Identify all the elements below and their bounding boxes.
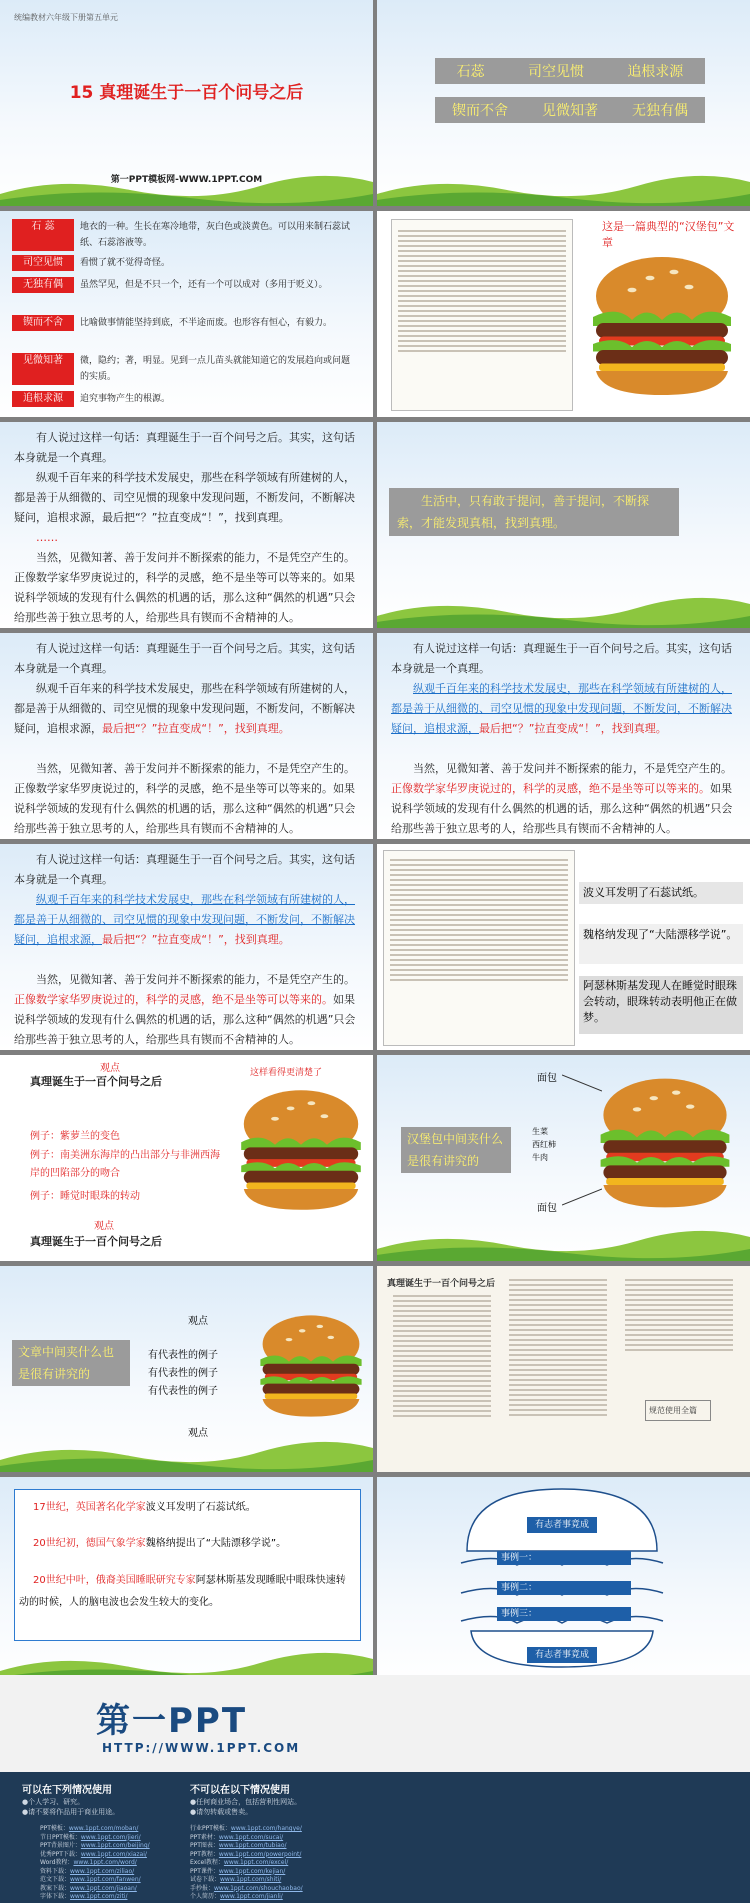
link-row[interactable]: [40, 1825, 150, 1834]
link-url[interactable]: www.1ppt.com/fanwen/: [70, 1876, 141, 1883]
burger-question-box: 汉堡包中间夹什么是很有讲究的: [401, 1127, 511, 1173]
p2-ending-highlight: 最后把“？”拉直变成“！”，找到真理。: [102, 722, 290, 735]
link-label: PPT课件：: [190, 1867, 219, 1875]
allowed-list: [22, 1797, 119, 1817]
term-tag: 锲而不舍: [12, 315, 74, 331]
link-url[interactable]: www.1ppt.com/moban/: [68, 1825, 139, 1832]
allowed-item: ●请不要将作品用于商业用途。: [22, 1808, 120, 1816]
p2-text: 纵观千百年来的科学技术发展史，那些在科学领域有所建树的人，都是善于从细微的、司空见惯的现象中发现问题，不断发问，不断解决疑问，追根求源，: [14, 471, 355, 524]
p3-a: 当然，见微知著、善于发问并不断探索的能力，不是凭空产生的。: [36, 762, 355, 775]
p3-b: 正像数学家华罗庚说过的，科学的灵感，绝不是坐等可以等来的。: [14, 782, 333, 795]
link-url[interactable]: www.1ppt.com/tubiao/: [218, 1842, 287, 1849]
term-definition: 地衣的一种。生长在寒冷地带，灰白色或淡黄色。可以用来制石蕊试纸、石蕊溶液等。: [80, 222, 351, 248]
vocab-word: 追根求源: [627, 64, 684, 80]
example-slot-2: 事例二：: [497, 1581, 631, 1595]
p3-a: 当然，见微知著、善于发问并不断探索的能力，不是凭空产生的。: [36, 973, 355, 986]
forbidden-item: ●任何商业场合，包括营利性网站。: [190, 1798, 302, 1806]
hamburger-image: [256, 1296, 366, 1436]
term-tag: 见微知著: [12, 353, 74, 385]
forbidden-item: ●请勿转载或售卖。: [190, 1808, 253, 1816]
paragraph-2: [14, 468, 359, 528]
link-label: 资料下载：: [40, 1867, 71, 1875]
link-label: PPT图表：: [190, 1842, 219, 1849]
term-tag: 司空见惯: [12, 255, 74, 271]
term-definition: 虽然罕见，但是不只一个，还有一个可以成对（多用于贬义）。: [80, 280, 328, 290]
link-label: 节日PPT模板：: [40, 1833, 81, 1841]
paragraph-1: 有人说过这样一句话：真理诞生于一百个问号之后。其实，这句话本身就是一个真理。: [391, 642, 732, 675]
link-url[interactable]: www.1ppt.com/hangye/: [230, 1825, 302, 1832]
slide-text-1: [0, 422, 373, 628]
link-label: 教案下载：: [40, 1884, 71, 1892]
history-line-3: [19, 1570, 349, 1614]
vocab-row-1: [435, 58, 705, 84]
p3-b-highlight: 正像数学家华罗庚说过的，科学的灵感，绝不是坐等可以等来的。: [14, 993, 333, 1006]
stamp-box: 规范使用全篇: [645, 1400, 711, 1421]
paragraph-1: 有人说过这样一句话：真理诞生于一百个问号之后。其实，这句话本身就是一个真理。: [14, 853, 355, 886]
link-row[interactable]: [190, 1834, 303, 1843]
grass-decoration: [0, 1438, 373, 1472]
hamburger-image: [595, 1073, 735, 1213]
link-label: 个人简历：: [190, 1893, 221, 1900]
history-lead: 17世纪，英国著名化学家: [33, 1502, 146, 1513]
slide-history-examples: [0, 1477, 373, 1683]
allowed-item: ●个人学习、研究。: [22, 1798, 85, 1806]
history-box: [14, 1489, 361, 1641]
p2-ending-highlight: 最后把“？”拉直变成“！”，找到真理。: [479, 722, 667, 735]
paragraph-3: [391, 759, 736, 839]
link-url[interactable]: www.1ppt.com/beijing/: [80, 1842, 150, 1849]
example-2: 例子：南美洲东海岸的凸出部分与非洲西海岸的凹陷部分的吻合: [30, 1150, 220, 1179]
link-url[interactable]: www.1ppt.com/word/: [73, 1859, 137, 1866]
term-definition: 看惯了就不觉得奇怪。: [80, 258, 171, 268]
link-label: 范文下载：: [40, 1876, 71, 1883]
link-label: PPT教程：: [190, 1850, 219, 1858]
slide-vocab: [377, 0, 750, 206]
paragraph-3: [14, 759, 359, 839]
slide-structure: [0, 1055, 373, 1261]
history-lead: 20世纪中叶，俄裔美国睡眠研究专家: [33, 1575, 196, 1586]
forbidden-list: [190, 1797, 301, 1817]
viewpoint-label-2: 观点: [188, 1428, 208, 1439]
viewpoint-label: 观点: [100, 1063, 120, 1074]
history-line-1: [33, 1498, 256, 1513]
link-row[interactable]: [40, 1834, 150, 1843]
unit-header: 统编教材六年级下册第五单元: [14, 13, 118, 22]
link-url[interactable]: www.1ppt.com/sucai/: [218, 1833, 284, 1841]
link-row[interactable]: [40, 1859, 150, 1868]
footer-logo-area: [0, 1675, 750, 1772]
footer-panel: [0, 1675, 750, 1903]
p3-b-highlight: 正像数学家华罗庚说过的，科学的灵感，绝不是坐等可以等来的。: [391, 782, 710, 795]
filling-label: 生菜 西红柿 牛肉: [532, 1127, 556, 1162]
link-row[interactable]: [190, 1885, 303, 1894]
pointer-lines: [562, 1071, 602, 1221]
history-lead: 20世纪初，德国气象学家: [33, 1538, 146, 1549]
forbidden-title: 不可以在以下情况使用: [190, 1785, 290, 1796]
example-label: 有代表性的例子: [148, 1368, 218, 1379]
link-label: 手抄报：: [190, 1884, 215, 1892]
link-label: PPT素材：: [190, 1833, 219, 1841]
slide-burger-layers: [377, 1055, 750, 1261]
p2-text-highlight: 纵观千百年来的科学技术发展史，那些在科学领域有所建树的人，都是善于从细微的、司空见惯的现象中发现问题，不断发问，不断解决疑问，追根求源，: [14, 893, 355, 946]
article-column-1: [387, 1292, 497, 1462]
slide-hamburger-article: [377, 211, 750, 417]
grass-decoration: [377, 594, 750, 628]
viewpoint-label-2: 观点: [94, 1221, 114, 1232]
article-scan: [383, 850, 575, 1046]
link-label: PPT背景图片：: [40, 1842, 81, 1849]
hamburger-label: 这是一篇典型的“汉堡包”文章: [602, 220, 735, 249]
slide-article-structure: [0, 1266, 373, 1472]
term-tag: 无独有偶: [12, 277, 74, 293]
slide-definitions: [0, 211, 373, 417]
slide-text-4: [0, 844, 373, 1050]
link-row[interactable]: [190, 1868, 303, 1877]
paragraph-3: [14, 970, 359, 1050]
hamburger-image: [587, 251, 737, 401]
grass-decoration: [377, 1227, 750, 1261]
logo-url: HTTP://WWW.1PPT.COM: [102, 1741, 301, 1755]
vocab-row-2: [435, 97, 705, 123]
article-column-2: [503, 1276, 613, 1466]
example-label: 有代表性的例子: [148, 1386, 218, 1397]
vocab-word: 见微知著: [542, 103, 598, 119]
term-definition: 比喻做事情能坚持到底，不半途而废。也形容有恒心，有毅力。: [80, 318, 333, 328]
link-label: Excel教程：: [190, 1859, 224, 1866]
link-url[interactable]: www.1ppt.com/shouchaobao/: [214, 1884, 303, 1892]
grass-decoration: [0, 172, 373, 206]
term-tag: 追根求源: [12, 391, 74, 407]
link-label: 行业PPT模板：: [190, 1825, 231, 1832]
site-name: 第一PPT模板网-WWW.1PPT.COM: [110, 175, 263, 185]
viewpoint-text: 真理诞生于一百个问号之后: [30, 1075, 162, 1088]
paragraph-1: 有人说过这样一句话：真理诞生于一百个问号之后。其实，这句话本身就是一个真理。: [14, 642, 355, 675]
bun-bottom-label: 有志者事竟成: [527, 1647, 597, 1663]
link-row[interactable]: [40, 1876, 150, 1885]
link-label: PPT模板：: [40, 1825, 69, 1832]
p3-c: 如果说科学领域的发现有什么偶然的机遇的话，那么这种“偶然的机遇”只会给那些善于独立思考的人，给那些具有锲而不舍精神的人。: [14, 571, 356, 624]
paragraph-2: [14, 890, 359, 950]
slide-text-2: [0, 633, 373, 839]
p3-b: 正像数学家华罗庚说过的，科学的灵感，绝不是坐等可以等来的。: [14, 571, 333, 584]
lesson-title: 15 真理诞生于一百个问号之后: [69, 83, 304, 103]
history-line-2: [33, 1534, 286, 1549]
example-slot-3: 事例三：: [497, 1607, 631, 1621]
clearer-label: 这样看得更清楚了: [250, 1068, 323, 1078]
allowed-title: 可以在下列情况使用: [22, 1785, 112, 1796]
viewpoint-label: 观点: [188, 1316, 208, 1327]
term-definition: 微，隐约；著，明显。见到一点儿苗头就能知道它的发展趋向或问题的实质。: [80, 356, 351, 382]
example-label: 有代表性的例子: [148, 1350, 218, 1361]
vocab-word: 司空见惯: [527, 64, 584, 80]
vocab-word: 石蕊: [456, 64, 485, 80]
vocab-word: 无独有偶: [632, 103, 688, 119]
bread-label-2: 面包: [537, 1203, 557, 1214]
vocab-word: 锲而不舍: [452, 103, 508, 119]
article-scan: [391, 219, 573, 411]
link-url[interactable]: www.1ppt.com/jieri/: [80, 1833, 141, 1841]
hamburger-image: [236, 1085, 366, 1215]
link-url[interactable]: www.1ppt.com/xiazai/: [80, 1850, 147, 1858]
links-left: [40, 1825, 150, 1902]
link-url[interactable]: www.1ppt.com/jianli/: [220, 1893, 283, 1900]
slide-conclusion: [377, 422, 750, 628]
slide-article-full: [377, 1266, 750, 1472]
p3-c: 如果说科学领域的发现有什么偶然的机遇的话，那么这种“偶然的机遇”只会给那些善于独立思考的人，给那些具有锲而不舍精神的人。: [391, 782, 733, 835]
slide-title: [0, 0, 373, 206]
link-row[interactable]: [40, 1868, 150, 1877]
link-row[interactable]: [190, 1859, 303, 1868]
p2-ending: 最后把“？”拉直变成“！”，找到真理。: [102, 511, 290, 524]
history-fact: 波义耳发明了石蕊试纸。: [145, 1502, 256, 1513]
article-question-box: 文章中间夹什么也是很有讲究的: [12, 1340, 130, 1386]
link-url[interactable]: www.1ppt.com/kejian/: [218, 1867, 286, 1875]
paragraph-1: 有人说过这样一句话：真理诞生于一百个问号之后。其实，这句话本身就是一个真理。: [14, 431, 355, 464]
example-1: 例子：紫萝兰的变色: [30, 1131, 120, 1142]
logo-text: 第一PPT: [96, 1701, 248, 1741]
paragraph-2: [391, 679, 736, 739]
bun-top-label: 有志者事竟成: [527, 1517, 597, 1533]
link-label: 字体下载：: [40, 1893, 71, 1900]
term-definition: 追究事物产生的根源。: [80, 394, 171, 404]
link-url[interactable]: www.1ppt.com/powerpoint/: [218, 1850, 302, 1858]
link-url[interactable]: www.1ppt.com/shiti/: [220, 1876, 282, 1883]
link-row[interactable]: [190, 1851, 303, 1860]
link-row[interactable]: [40, 1885, 150, 1894]
bread-label: 面包: [537, 1073, 557, 1084]
viewpoint-text-2: 真理诞生于一百个问号之后: [30, 1235, 162, 1248]
link-row[interactable]: [190, 1842, 303, 1851]
link-row[interactable]: [190, 1876, 303, 1885]
link-row[interactable]: [40, 1893, 150, 1902]
p2-text-highlight: 纵观千百年来的科学技术发展史，那些在科学领域有所建树的人，都是善于从细微的、司空见惯的现象中发现问题，不断发问，不断解决疑问，追根求源，: [391, 682, 732, 735]
article-column-3: [619, 1276, 739, 1386]
example-box-1: 波义耳发明了石蕊试纸。: [579, 882, 743, 904]
conclusion-box: 生活中，只有敢于提问，善于提问，不断探索，才能发现真相，找到真理。: [389, 488, 679, 536]
p3-c: 如果说科学领域的发现有什么偶然的机遇的话，那么这种“偶然的机遇”只会给那些善于独立思考的人，给那些具有锲而不舍精神的人。: [14, 782, 356, 835]
history-fact: 魏格纳提出了“大陆漂移学说”。: [145, 1538, 287, 1549]
term-tag: 石 蕊: [12, 219, 74, 251]
link-url[interactable]: www.1ppt.com/excel/: [223, 1859, 289, 1866]
example-box-2: 魏格纳发现了“大陆漂移学说”。: [579, 924, 743, 964]
article-title: 真理诞生于一百个问号之后: [387, 1279, 496, 1289]
ellipsis: ……: [36, 531, 58, 544]
link-row[interactable]: [40, 1842, 150, 1851]
link-label: 试卷下载：: [190, 1876, 221, 1883]
p3-a: 当然，见微知著、善于发问并不断探索的能力，不是凭空产生的。: [413, 762, 732, 775]
link-row[interactable]: [190, 1825, 303, 1834]
burger-outline: [457, 1481, 667, 1671]
paragraph-2: [14, 679, 359, 739]
link-url[interactable]: www.1ppt.com/ziti/: [70, 1893, 128, 1900]
paragraph-3: [14, 548, 359, 628]
example-3: 例子：睡觉时眼珠的转动: [30, 1191, 140, 1202]
p2-ending-highlight: 最后把“？”拉直变成“！”，找到真理。: [102, 933, 290, 946]
slide-examples-scan: [377, 844, 750, 1050]
link-label: 优秀PPT下载：: [40, 1850, 81, 1858]
slide-text-3: [377, 633, 750, 839]
link-row[interactable]: [190, 1893, 303, 1902]
history-fact: 阿瑟林斯基发现睡眠中眼珠快速转动的时候，人的脑电波也会发生较大的变化。: [19, 1575, 346, 1608]
slide-burger-outline: [377, 1477, 750, 1683]
example-slot-1: 事例一：: [497, 1551, 631, 1565]
p3-c: 如果说科学领域的发现有什么偶然的机遇的话，那么这种“偶然的机遇”只会给那些善于独立思考的人，给那些具有锲而不舍精神的人。: [14, 993, 356, 1046]
p3-a: 当然，见微知著、善于发问并不断探索的能力，不是凭空产生的。: [36, 551, 355, 564]
link-row[interactable]: [40, 1851, 150, 1860]
p2-text: 纵观千百年来的科学技术发展史，那些在科学领域有所建树的人，都是善于从细微的、司空见惯的现象中发现问题，不断发问，不断解决疑问，追根求源，: [14, 682, 355, 735]
grass-decoration: [377, 172, 750, 206]
link-label: Word教程：: [40, 1859, 74, 1866]
link-url[interactable]: www.1ppt.com/ziliao/: [70, 1867, 135, 1875]
links-right: [190, 1825, 303, 1902]
example-box-3: 阿瑟林斯基发现人在睡觉时眼珠会转动，眼珠转动表明他正在做梦。: [579, 976, 743, 1034]
link-url[interactable]: www.1ppt.com/jiaoan/: [70, 1884, 137, 1892]
